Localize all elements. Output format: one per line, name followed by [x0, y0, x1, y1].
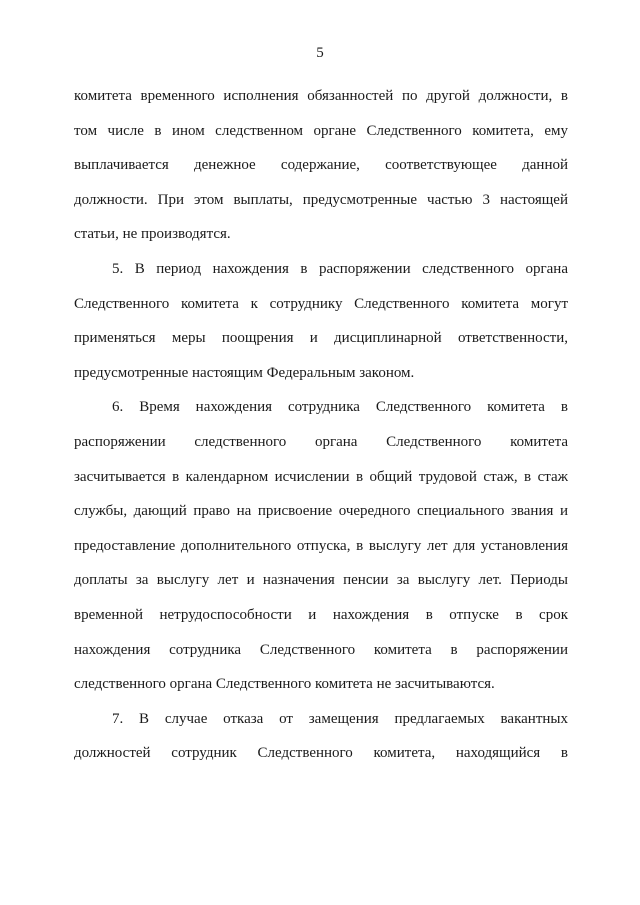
text-line: распоряжении следственного органа Следственного комитета [74, 433, 568, 450]
text-line: должностей сотрудник Следственного комитета, находящийся в [74, 745, 568, 762]
text-line: Следственного комитета к сотруднику Следственного комитета могут [74, 295, 568, 312]
text-line: 6. Время нахождения сотрудника Следственного комитета в [112, 399, 568, 416]
paragraph-p-7 [74, 702, 568, 771]
text-line: применяться меры поощрения и дисциплинарной ответственности, [74, 330, 568, 347]
page-number: 5 [316, 45, 324, 61]
text-line: 7. В случае отказа от замещения предлагаемых вакантных [112, 710, 568, 727]
text-line: 5. В период нахождения в распоряжении следственного органа [112, 260, 568, 277]
text-line: том числе в ином следственном органе Следственного комитета, ему [74, 122, 568, 139]
text-line: предусмотренные настоящим Федеральным законом. [74, 364, 415, 381]
text-line: статьи, не производятся. [74, 226, 231, 243]
text-line: комитета временного исполнения обязанностей по другой должности, в [74, 88, 568, 104]
text-line: доплаты за выслугу лет и назначения пенсии за выслугу лет. Периоды [74, 572, 568, 589]
text-line: засчитывается в календарном исчислении в общий трудовой стаж, в стаж [74, 468, 568, 485]
text-line: службы, дающий право на присвоение очередного специального звания и [74, 503, 568, 520]
paragraph-p-6 [74, 390, 568, 701]
paragraph-p-continuation [74, 79, 568, 252]
text-line: временной нетрудоспособности и нахождения в отпуске в срок [74, 606, 568, 623]
text-line: выплачивается денежное содержание, соответствующее данной [74, 157, 568, 174]
text-line: должности. При этом выплаты, предусмотренные частью 3 настоящей [74, 191, 568, 208]
text-line: предоставление дополнительного отпуска, в выслугу лет для установления [74, 537, 568, 554]
paragraph-p-5 [74, 252, 568, 390]
document-body [74, 79, 568, 771]
text-line: следственного органа Следственного комитета не засчитываются. [74, 676, 495, 693]
text-line: нахождения сотрудника Следственного комитета в распоряжении [74, 641, 568, 658]
